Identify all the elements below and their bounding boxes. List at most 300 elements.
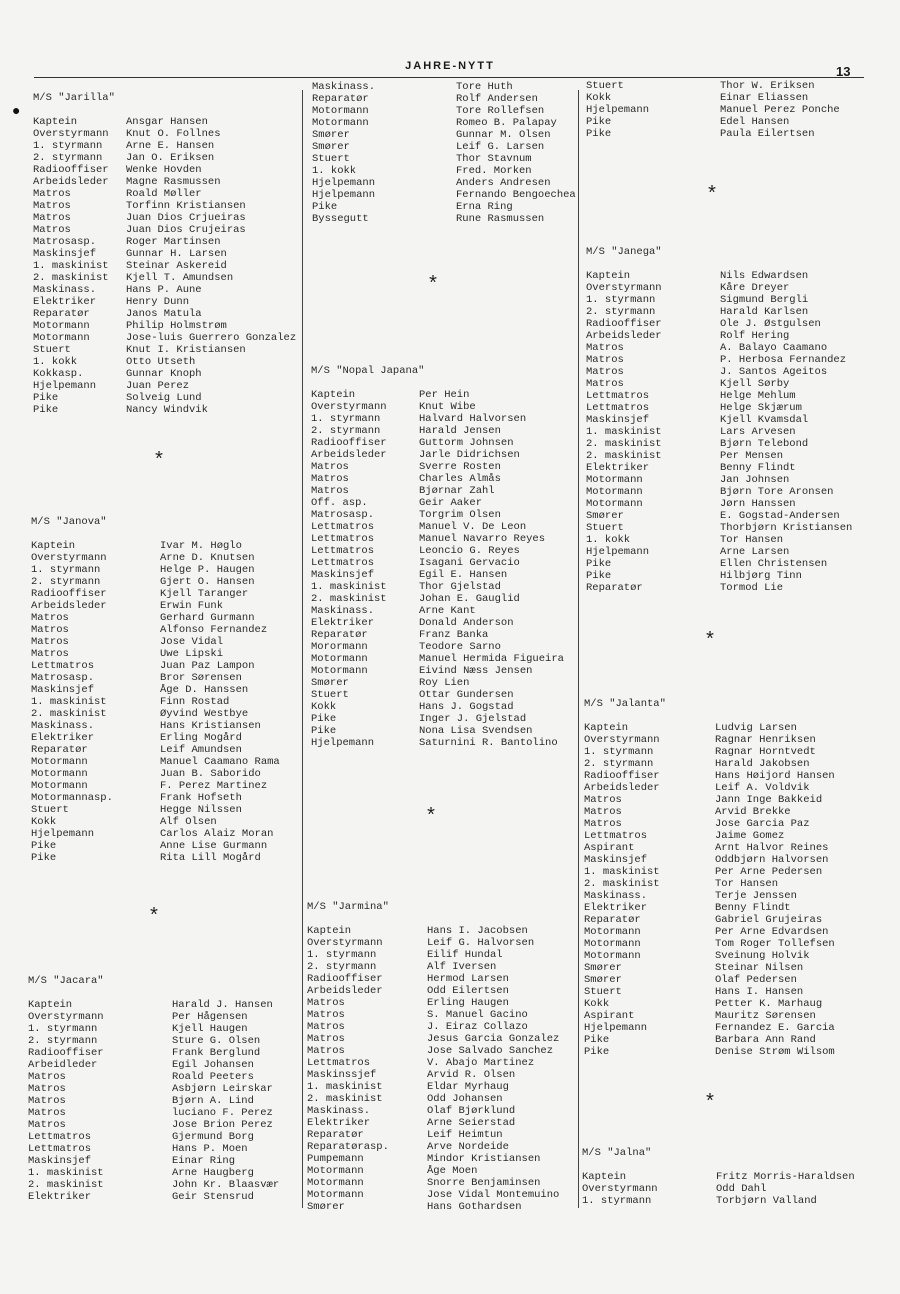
crew-row [31, 612, 280, 624]
crew-role: Motormann [307, 1177, 364, 1189]
crew-row [586, 116, 840, 128]
crew-row [311, 737, 564, 749]
crew-role: 1. styrmann [584, 746, 654, 758]
crew-name: Torbjørn Valland [716, 1195, 817, 1207]
crew-role: Hjelpemann [586, 546, 650, 558]
crew-row [33, 212, 296, 224]
crew-table [28, 999, 279, 1203]
crew-row [311, 725, 564, 737]
crew-list-janova [31, 516, 280, 864]
crew-row [311, 617, 564, 629]
crew-row [31, 576, 280, 588]
crew-row [586, 486, 852, 498]
crew-role: Motormann [584, 938, 641, 950]
crew-name: P. Herbosa Fernandez [720, 354, 847, 366]
crew-role: Reparatør [311, 629, 368, 641]
crew-name: Roald Møller [126, 188, 202, 200]
crew-name: Gabriel Grujeiras [715, 914, 823, 926]
crew-row [312, 117, 576, 129]
crew-name: Bjørnar Zahl [419, 485, 495, 497]
crew-name: Mindor Kristiansen [427, 1153, 541, 1165]
crew-name: Kjell T. Amundsen [126, 272, 234, 284]
crew-row [28, 1107, 279, 1119]
crew-name: Bror Sørensen [160, 672, 242, 684]
crew-name: Arne Larsen [720, 546, 790, 558]
crew-row [312, 129, 576, 141]
crew-name: Rolf Andersen [456, 93, 538, 105]
crew-name: Nancy Windvik [126, 404, 208, 416]
crew-name: Leif Amundsen [160, 744, 242, 756]
crew-name: Rolf Hering [720, 330, 790, 342]
crew-row [312, 213, 576, 225]
crew-role: Radiooffiser [584, 770, 660, 782]
crew-name: Edel Hansen [720, 116, 790, 128]
crew-name: Jesus Garcia Gonzalez [427, 1033, 560, 1045]
crew-role: Matros [28, 1095, 66, 1107]
crew-role: Matros [311, 485, 349, 497]
crew-role: Stuert [312, 153, 350, 165]
crew-name: J. Santos Ageitos [720, 366, 828, 378]
crew-role: Matrosasp. [33, 236, 97, 248]
crew-name: Ole J. Østgulsen [720, 318, 821, 330]
crew-role: Hjelpemann [312, 189, 376, 201]
crew-role: Arbeidsleder [31, 600, 107, 612]
crew-name: Jose Salvado Sanchez [427, 1045, 554, 1057]
margin-bullet: ● [12, 104, 21, 120]
crew-row [584, 1034, 835, 1046]
crew-name: Øyvind Westbye [160, 708, 249, 720]
crew-role: Pike [586, 128, 612, 140]
crew-row [586, 582, 852, 594]
crew-name: Per Hågensen [172, 1011, 248, 1023]
crew-role: Lettmatros [307, 1057, 371, 1069]
crew-row [586, 354, 852, 366]
crew-role: Stuert [311, 689, 349, 701]
crew-role: 2. styrmann [586, 306, 656, 318]
crew-role: 2. maskinist [307, 1093, 383, 1105]
crew-name: Helge P. Haugen [160, 564, 255, 576]
crew-row [586, 438, 852, 450]
crew-role: Pike [33, 404, 59, 416]
crew-row [584, 974, 835, 986]
crew-role: Maskinass. [312, 81, 376, 93]
crew-name: Guttorm Johnsen [419, 437, 514, 449]
crew-name: Anne Lise Gurmann [160, 840, 268, 852]
crew-role: Motormannasp. [31, 792, 113, 804]
crew-name: Sverre Rosten [419, 461, 501, 473]
crew-role: Motormann [311, 653, 368, 665]
crew-row [33, 188, 296, 200]
crew-role: Matros [28, 1083, 66, 1095]
crew-name: Sture G. Olsen [172, 1035, 261, 1047]
crew-role: Kaptein [584, 722, 629, 734]
crew-name: Rune Rasmussen [456, 213, 545, 225]
crew-row [307, 1021, 559, 1033]
crew-row [307, 937, 559, 949]
crew-row [586, 378, 852, 390]
crew-row [307, 985, 559, 997]
crew-role: Lettmatros [28, 1131, 92, 1143]
crew-row [31, 564, 280, 576]
crew-name: Janos Matula [126, 308, 202, 320]
crew-name: Alf Iversen [427, 961, 497, 973]
crew-row [586, 546, 852, 558]
crew-name: Eldar Myrhaug [427, 1081, 509, 1093]
crew-name: Leif G. Halvorsen [427, 937, 535, 949]
crew-row [311, 545, 564, 557]
crew-row [307, 1057, 559, 1069]
crew-row [584, 1022, 835, 1034]
crew-name: Thor Gjelstad [419, 581, 501, 593]
crew-row [28, 1059, 279, 1071]
crew-role: Maskinass. [584, 890, 648, 902]
crew-row [311, 461, 564, 473]
crew-row [307, 961, 559, 973]
crew-name: Jose Garcia Paz [715, 818, 810, 830]
crew-role: Pike [586, 558, 612, 570]
crew-name: Tore Huth [456, 81, 513, 93]
crew-role: 2. styrmann [307, 961, 377, 973]
crew-name: Magne Rasmussen [126, 176, 221, 188]
crew-row [307, 973, 559, 985]
crew-row [33, 224, 296, 236]
crew-name: Erwin Funk [160, 600, 224, 612]
crew-role: Hjelpemann [33, 380, 97, 392]
crew-list-continued-2 [586, 80, 840, 140]
crew-row [586, 390, 852, 402]
crew-row [312, 201, 576, 213]
crew-name: Frank Berglund [172, 1047, 261, 1059]
crew-name: Frank Hofseth [160, 792, 242, 804]
crew-name: Jan O. Eriksen [126, 152, 215, 164]
crew-name: Harald Jakobsen [715, 758, 810, 770]
crew-role: Elektriker [28, 1191, 92, 1203]
crew-role: Stuert [586, 522, 624, 534]
crew-role: Kaptein [586, 270, 631, 282]
crew-name: Bjørn Tore Aronsen [720, 486, 834, 498]
crew-name: Gunnar Knoph [126, 368, 202, 380]
crew-role: Overstyrmann [31, 552, 107, 564]
crew-role: Matros [311, 461, 349, 473]
crew-row [31, 540, 280, 552]
crew-role: Pike [312, 201, 338, 213]
crew-role: Smører [584, 962, 622, 974]
crew-name: Harald Jensen [419, 425, 501, 437]
crew-row [584, 746, 835, 758]
crew-row [33, 128, 296, 140]
crew-role: Kaptein [582, 1171, 627, 1183]
crew-name: Carlos Alaiz Moran [160, 828, 274, 840]
crew-role: 1. maskinist [586, 426, 662, 438]
crew-role: Motormann [33, 332, 90, 344]
crew-row [33, 236, 296, 248]
crew-name: Uwe Lipski [160, 648, 224, 660]
crew-name: Charles Almås [419, 473, 501, 485]
crew-role: Motormann [31, 768, 88, 780]
crew-name: Jose-luis Guerrero Gonzalez [126, 332, 297, 344]
crew-role: 1. styrmann [33, 140, 103, 152]
crew-row [28, 1011, 279, 1023]
crew-role: Kokk [586, 92, 612, 104]
crew-row [311, 653, 564, 665]
crew-role: Hjelpemann [584, 1022, 648, 1034]
crew-role: Aspirant [584, 842, 635, 854]
crew-row [586, 282, 852, 294]
crew-row [584, 758, 835, 770]
crew-row [311, 509, 564, 521]
crew-row [311, 473, 564, 485]
section-separator-star: * [425, 806, 438, 829]
crew-name: Hilbjørg Tinn [720, 570, 802, 582]
crew-name: Erling Mogård [160, 732, 242, 744]
crew-row [586, 92, 840, 104]
crew-row [586, 294, 852, 306]
column-divider-2 [578, 90, 579, 1208]
crew-role: Matros [307, 997, 345, 1009]
page-number: 13 [836, 64, 851, 79]
crew-role: 2. styrmann [311, 425, 381, 437]
crew-name: Ludvig Larsen [715, 722, 797, 734]
crew-role: Reparatør [33, 308, 90, 320]
crew-row [311, 557, 564, 569]
crew-row [312, 165, 576, 177]
crew-row [586, 450, 852, 462]
crew-name: S. Manuel Gacino [427, 1009, 528, 1021]
crew-name: Nils Edwardsen [720, 270, 809, 282]
section-separator-star: * [706, 184, 719, 207]
crew-row [586, 426, 852, 438]
crew-name: Arne D. Knutsen [160, 552, 255, 564]
crew-role: Elektriker [584, 902, 648, 914]
crew-role: 1. maskinist [31, 696, 107, 708]
crew-role: 2. maskinist [28, 1179, 104, 1191]
crew-name: Fernando Bengoechea [456, 189, 576, 201]
crew-role: Elektriker [311, 617, 375, 629]
crew-row [33, 284, 296, 296]
crew-row [31, 696, 280, 708]
crew-role: Lettmatros [586, 402, 650, 414]
crew-name: Thor Stavnum [456, 153, 532, 165]
crew-name: Fritz Morris-Haraldsen [716, 1171, 855, 1183]
crew-row [307, 1009, 559, 1021]
crew-name: Fred. Morken [456, 165, 532, 177]
crew-name: Arvid R. Olsen [427, 1069, 516, 1081]
crew-row [311, 569, 564, 581]
crew-role: Arbeidsleder [311, 449, 387, 461]
crew-row [307, 1093, 559, 1105]
crew-role: Maskinsjef [31, 684, 95, 696]
crew-role: Matros [28, 1071, 66, 1083]
crew-table [33, 116, 296, 416]
crew-role: Maskinsjef [584, 854, 648, 866]
crew-role: Overstyrmann [584, 734, 660, 746]
crew-list-nopal-japana [311, 365, 564, 749]
crew-role: 1. styrmann [586, 294, 656, 306]
crew-role: Matros [33, 224, 71, 236]
crew-role: Matrosasp. [31, 672, 95, 684]
crew-row [311, 629, 564, 641]
crew-name: Juan Dios Crjueiras [126, 212, 246, 224]
crew-name: Juan Dios Crujeiras [126, 224, 246, 236]
crew-row [31, 624, 280, 636]
crew-row [33, 344, 296, 356]
crew-row [307, 997, 559, 1009]
crew-role: Elektriker [31, 732, 95, 744]
crew-row [584, 890, 835, 902]
crew-row [307, 1033, 559, 1045]
crew-role: Motormann [584, 926, 641, 938]
crew-row [28, 999, 279, 1011]
crew-role: Matros [33, 188, 71, 200]
crew-table [312, 81, 576, 225]
crew-role: Radiooffiser [33, 164, 109, 176]
crew-row [584, 1010, 835, 1022]
crew-row [586, 474, 852, 486]
crew-name: Roger Martinsen [126, 236, 221, 248]
crew-row [312, 189, 576, 201]
crew-role: Radiooffiser [31, 588, 107, 600]
crew-row [584, 842, 835, 854]
crew-name: Torgrim Olsen [419, 509, 501, 521]
crew-table [31, 540, 280, 864]
crew-name: Oddbjørn Halvorsen [715, 854, 829, 866]
crew-role: Smører [312, 141, 350, 153]
crew-role: Maskinass. [307, 1105, 371, 1117]
crew-role: Pike [33, 392, 59, 404]
crew-name: Wenke Hovden [126, 164, 202, 176]
crew-role: 1. styrmann [28, 1023, 98, 1035]
crew-role: 2. maskinist [584, 878, 660, 890]
crew-role: Lettmatros [311, 521, 375, 533]
crew-role: Kaptein [31, 540, 76, 552]
crew-role: Motormann [312, 117, 369, 129]
crew-row [31, 684, 280, 696]
crew-name: Benny Flindt [715, 902, 791, 914]
crew-name: Tor Hansen [715, 878, 779, 890]
crew-list-jacara [28, 975, 279, 1203]
crew-row [311, 437, 564, 449]
crew-row [33, 116, 296, 128]
crew-row [586, 414, 852, 426]
section-separator-star: * [153, 450, 166, 473]
crew-role: 1. styrmann [31, 564, 101, 576]
crew-row [312, 141, 576, 153]
crew-name: Helge Mehlum [720, 390, 796, 402]
crew-role: Matros [584, 818, 622, 830]
crew-name: Arne Haugberg [172, 1167, 254, 1179]
crew-name: Egil Johansen [172, 1059, 254, 1071]
crew-name: Thorbjørn Kristiansen [720, 522, 853, 534]
crew-role: Elektriker [307, 1117, 371, 1129]
crew-row [584, 1046, 835, 1058]
crew-name: Juan Paz Lampon [160, 660, 255, 672]
crew-name: Helge Skjærum [720, 402, 802, 414]
crew-row [33, 404, 296, 416]
crew-name: Knut O. Follnes [126, 128, 221, 140]
crew-role: Lettmatros [586, 390, 650, 402]
crew-role: Reparatør [31, 744, 88, 756]
crew-name: Kjell Taranger [160, 588, 249, 600]
crew-name: Paula Eilertsen [720, 128, 815, 140]
crew-role: Motormann [33, 320, 90, 332]
crew-name: A. Balayo Caamano [720, 342, 828, 354]
crew-name: Harald J. Hansen [172, 999, 273, 1011]
crew-role: Matros [307, 1033, 345, 1045]
crew-row [582, 1195, 855, 1207]
crew-row [31, 672, 280, 684]
section-separator-star: * [148, 906, 161, 929]
crew-name: Arne Kant [419, 605, 476, 617]
crew-table [311, 389, 564, 749]
crew-name: Henry Dunn [126, 296, 190, 308]
crew-name: Odd Johansen [427, 1093, 503, 1105]
crew-row [584, 818, 835, 830]
crew-role: Motormann [311, 665, 368, 677]
crew-row [584, 830, 835, 842]
crew-role: Hjelpemann [311, 737, 375, 749]
crew-name: Juan B. Saborido [160, 768, 261, 780]
crew-row [584, 878, 835, 890]
crew-row [307, 1201, 559, 1213]
crew-role: 2. maskinist [311, 593, 387, 605]
crew-name: Tom Roger Tollefsen [715, 938, 835, 950]
crew-name: Geir Stensrud [172, 1191, 254, 1203]
crew-role: Lettmatros [584, 830, 648, 842]
ship-title: M/S "Jalanta" [584, 698, 666, 710]
crew-role: Radiooffiser [311, 437, 387, 449]
crew-row [586, 306, 852, 318]
crew-role: Matrosasp. [311, 509, 375, 521]
crew-name: Per Mensen [720, 450, 784, 462]
crew-name: Barbara Ann Rand [715, 1034, 816, 1046]
crew-role: Pike [311, 725, 337, 737]
crew-role: Matros [586, 378, 624, 390]
crew-row [33, 368, 296, 380]
crew-row [584, 962, 835, 974]
crew-name: Terje Jenssen [715, 890, 797, 902]
crew-role: Overstyrmann [586, 282, 662, 294]
section-separator-star: * [704, 1092, 717, 1115]
crew-row [311, 521, 564, 533]
crew-name: Per Hein [419, 389, 470, 401]
crew-row [584, 998, 835, 1010]
crew-row [33, 332, 296, 344]
crew-name: Otto Utseth [126, 356, 196, 368]
crew-row [31, 552, 280, 564]
crew-role: 1. maskinist [584, 866, 660, 878]
crew-row [311, 605, 564, 617]
crew-role: Lettmatros [28, 1143, 92, 1155]
crew-role: 2. maskinist [586, 450, 662, 462]
crew-name: Ottar Gundersen [419, 689, 514, 701]
crew-name: Einar Eliassen [720, 92, 809, 104]
crew-row [33, 200, 296, 212]
crew-role: 2. maskinist [33, 272, 109, 284]
crew-name: John Kr. Blaasvær [172, 1179, 280, 1191]
crew-role: Reparatørasp. [307, 1141, 389, 1153]
crew-role: Matros [33, 212, 71, 224]
crew-row [307, 1069, 559, 1081]
crew-list-continued-1 [312, 81, 576, 225]
crew-role: Kokkasp. [33, 368, 84, 380]
crew-name: Manuel Navarro Reyes [419, 533, 546, 545]
crew-name: Finn Rostad [160, 696, 230, 708]
crew-role: Overstyrmann [307, 937, 383, 949]
crew-name: Bjørn A. Lind [172, 1095, 254, 1107]
crew-row [586, 570, 852, 582]
crew-table [307, 925, 559, 1213]
crew-row [33, 308, 296, 320]
